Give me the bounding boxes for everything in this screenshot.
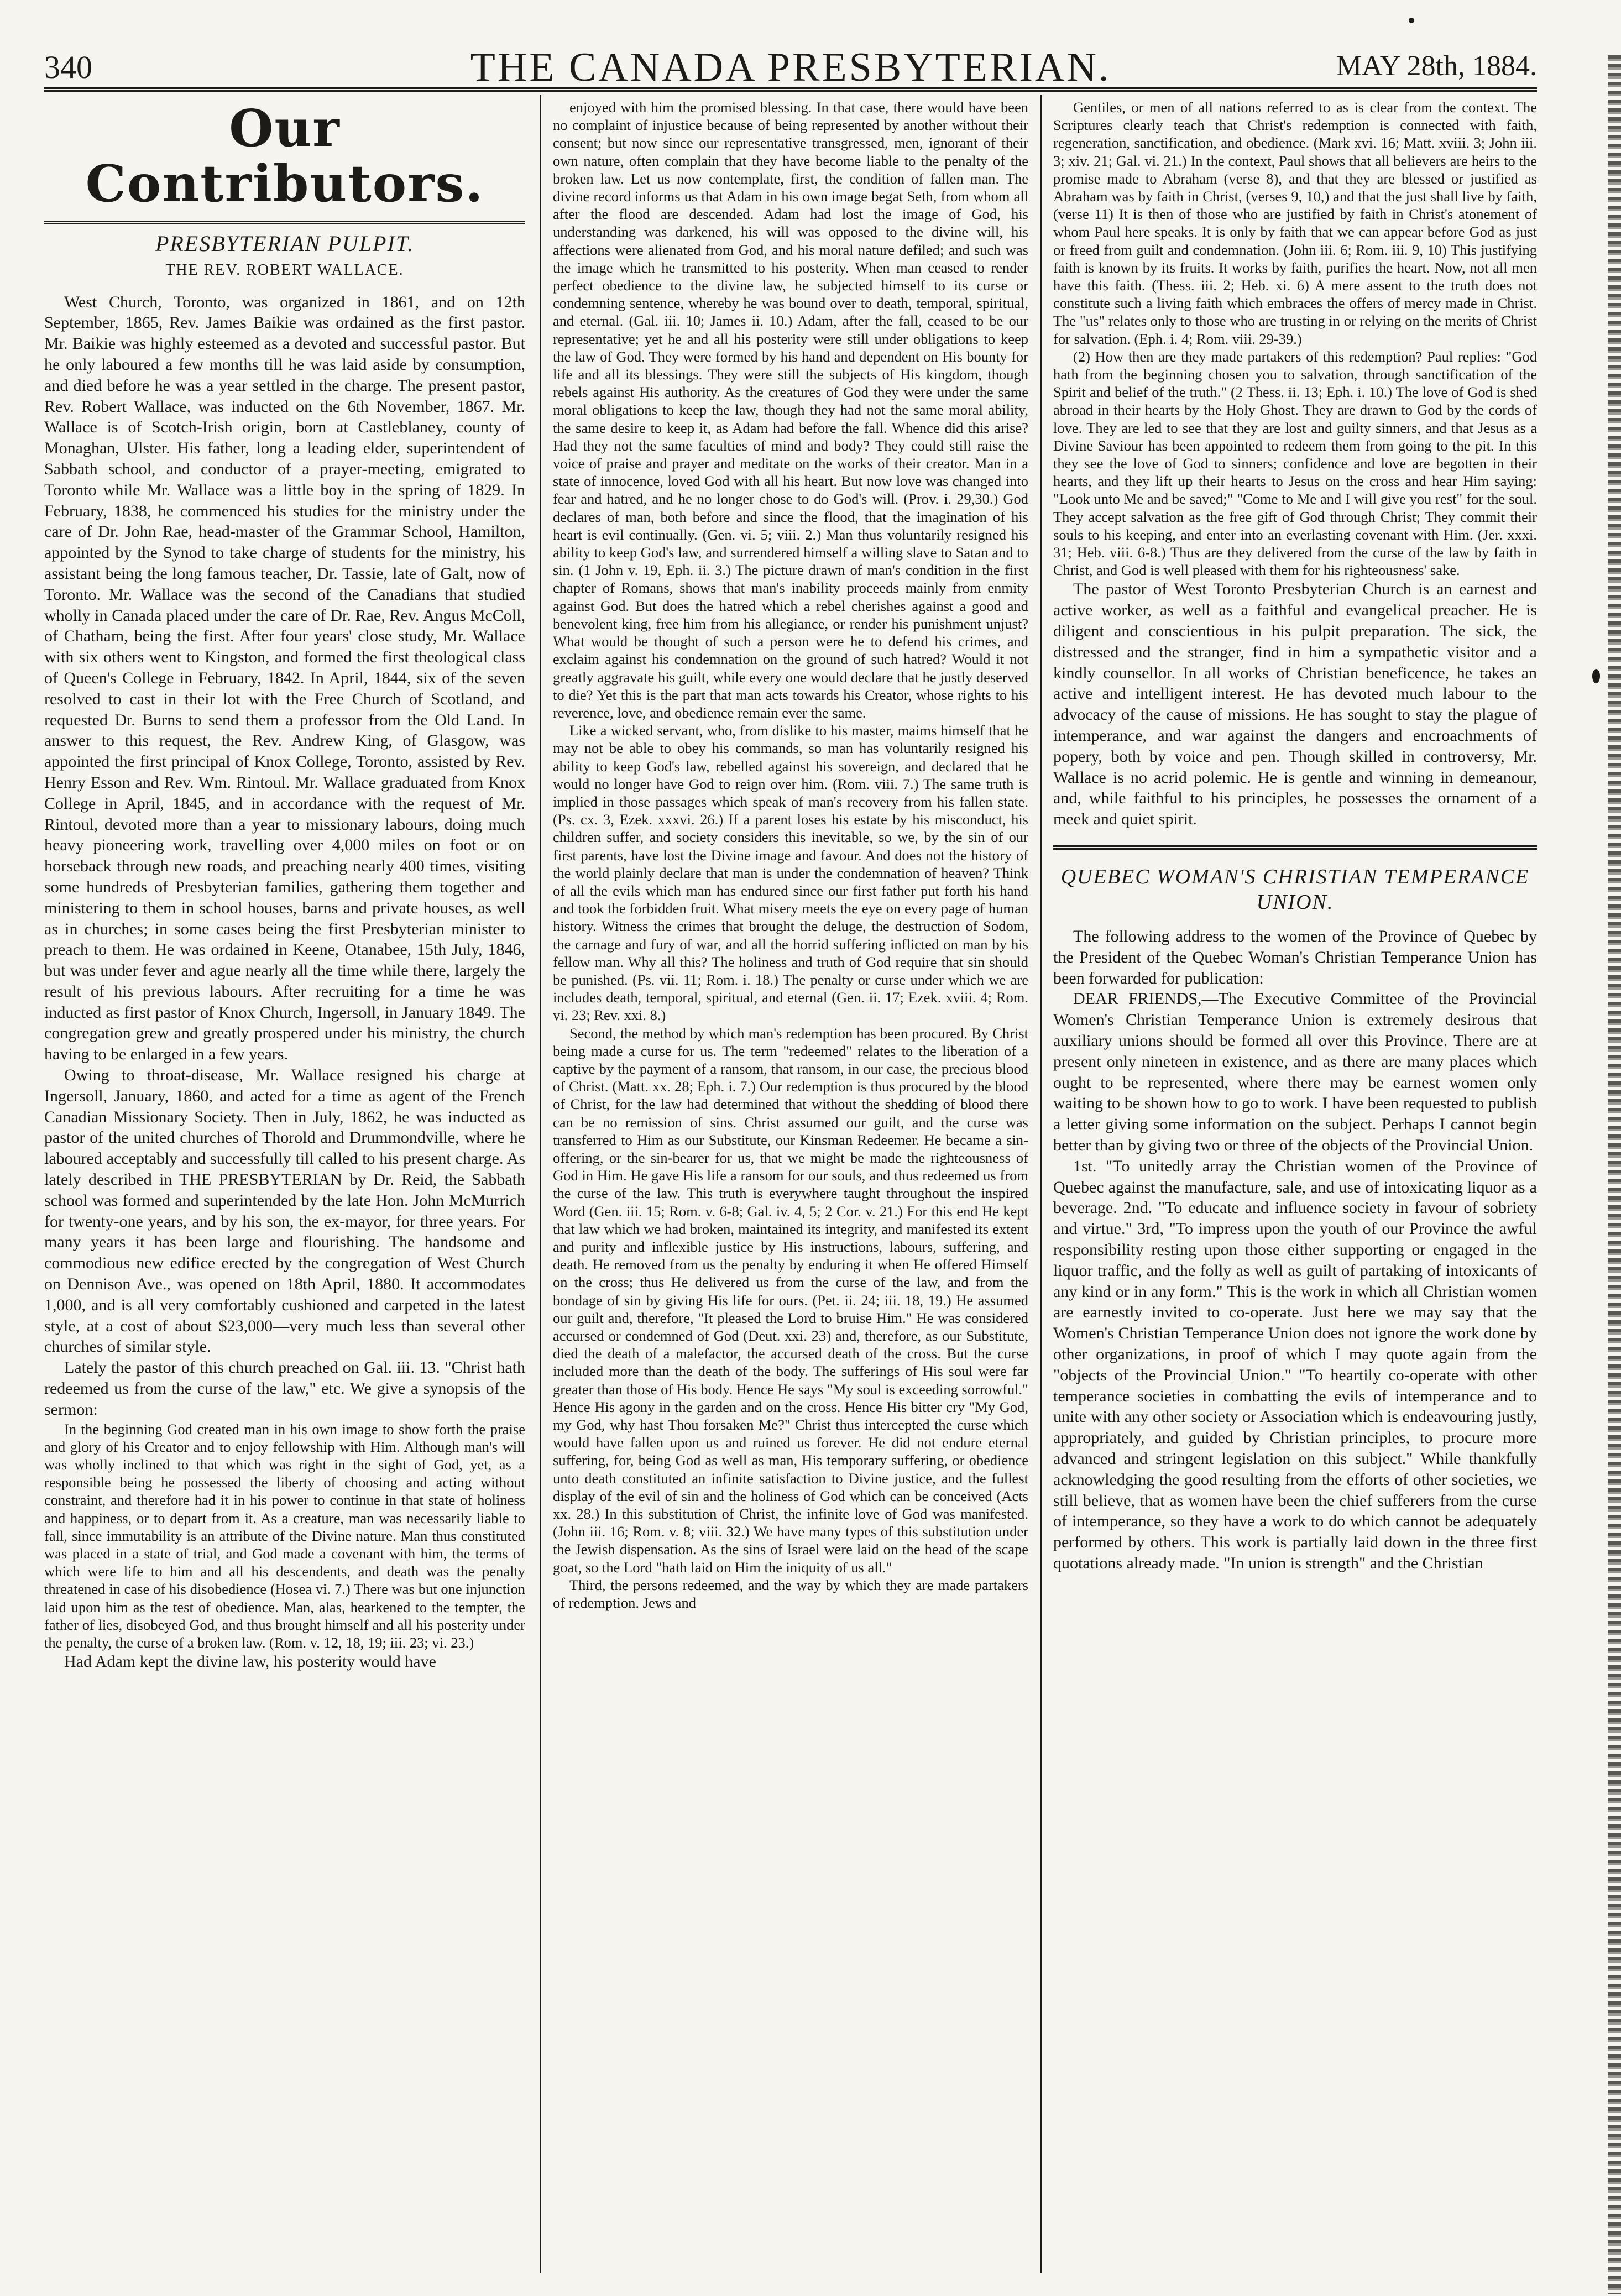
page-edge-binding — [1608, 55, 1621, 2294]
article-paragraph: DEAR FRIENDS,—The Executive Committee of the Provincial Women's Christian Temperance Union is extremely desirous that auxiliary unions should be formed all over this Province. There are at present only nineteen in existence, and as there are many places which ought to be represented, where there may be earnest women only waiting to be shown how to go to work. I have been requested to publish a letter giving some information on the subject. Perhaps I cannot begin better than by giving two or three of the objects of the Provincial Union. — [1053, 990, 1537, 1155]
article-paragraph: The pastor of West Toronto Presbyterian Church is an earnest and active worker, as well as a faithful and evangelical preacher. He is diligent and conscientious in his pulpit preparation. The sick, the distressed and the stranger, find in him a sympathetic visitor and a kindly counsellor. In all works of Christian beneficence, he takes an active and intelligent interest. He has devoted much labour to the advocacy of the cause of missions. He has sought to stay the plague of intemperance, and war against the dangers and encroachments of popery, both by voice and pen. Though skilled in controversy, Mr. Wallace is no acrid polemic. He is gentle and winning in demeanour, and, while faithful to his principles, he possesses the ornament of a meek and quiet spirit. — [1053, 580, 1537, 829]
page-header — [44, 34, 1537, 95]
column-1 — [44, 98, 525, 2271]
print-speck — [1409, 18, 1414, 23]
column-rule — [1040, 95, 1042, 2273]
article-title: PRESBYTERIAN PULPIT. — [155, 231, 415, 256]
article-paragraph: Second, the method by which man's redemption has been procured. By Christ being made a curse for us. The term "redeemed" relates to the liberation of a captive by the payment of a ransom, that ransom, in our case, the precious blood of Christ. (Matt. xx. 28; Eph. i. 7.) Our redemption is thus procured by the blood of Christ, for the law had determined that without the shedding of blood there can be no remission of sins. Christ assumed our guilt, and the curse was transferred to Him as our Substitute, our Kinsman Redeemer. He became a sin-offering, or the sin-bearer for us, that we might be made the righteousness of God in Him. He gave His life a ransom for our souls, and thus redeemed us from the curse of the law. This truth is everywhere taught throughout the inspired Word (Gen. iii. 15; Rom. v. 6-8; Gal. iv. 4, 5; 2 Cor. v. 21.) For this end He kept that law which we had broken, maintained its integrity, and manifested its extent and purity and inflexible justice by His instructions, labours, suffering, and death. He removed from us the penalty by enduring it when He offered Himself on the cross; thus He delivered us from the curse of the law, and from the bondage of sin by giving His life for ours. (Pet. ii. 24; iii. 18, 19.) He assumed our guilt and, therefore, "It pleased the Lord to bruise Him." He was considered accursed or condemned of God (Deut. xxi. 23) and, therefore, as our Substitute, died the death of a malefactor, the accursed death of the cross. But the curse included more than the death of the body. The sufferings of His soul were far greater than those of His body. Hence He says "My soul is exceeding sorrowful." Hence His agony in the garden and on the cross. Hence His bitter cry "My God, my God, why hast Thou forsaken Me?" Christ thus intercepted the curse which would have fallen upon us and ruined us forever. He did not endure eternal suffering, for, being God as well as man, His temporary suffering, or obedience unto death constituted an infinite satisfaction to Divine justice, and the fullest display of the evil of sin and the holiness of God which can be conceived (Acts xx. 28.) In this substitution of Christ, the infinite love of God was manifested. (John iii. 16; Rom. v. 8; viii. 32.) We have many types of this substitution under the Jewish dispensation. As the sins of Israel were laid on the head of the scape goat, so the Lord "hath laid on Him the iniquity of us all." — [553, 1024, 1028, 1576]
department-rule — [44, 221, 525, 224]
sermon-synopsis: In the beginning God created man in his own image to show forth the praise and glory of his Creator and to enjoy fellowship with Him. Although man's will was wholly inclined to that which was right in the sight of God, yet, as a responsible being he possessed the liberty of choosing and acting without constraint, and therefore had it in his power to continue in that state of holiness and happiness, or to depart from it. As a creature, man was necessarily liable to fall, since immutability is an attribute of the Divine nature. Man thus constituted was placed in a state of trial, and God made a covenant with him, the terms of which were life to him and all his descendents, and death was the penalty threatened in case of his disobedience (Hosea vi. 7.) There was but one injunction laid upon him as the test of obedience. Man, alas, hearkened to the tempter, the father of lies, disobeyed God, and thus brought himself and all his posterity under the penalty, the curse of a broken law. (Rom. v. 12, 18, 19; iii. 23; vi. 23.) — [44, 1420, 525, 1651]
column-3 — [1053, 98, 1537, 2271]
article-paragraph: Lately the pastor of this church preached on Gal. iii. 13. "Christ hath redeemed us from the curse of the law," etc. We give a synopsis of the sermon: — [44, 1358, 525, 1419]
article-paragraph: Like a wicked servant, who, from dislike to his master, maims himself that he may not be able to obey his commands, so man has voluntarily resigned his ability to keep God's law, rebelled against his sovereign, and declared that he would no longer have God to reign over him. (Rom. viii. 7.) The same truth is implied in those passages which speak of man's recovery from his fallen state. (Ps. cx. 3, Ezek. xxxvi. 26.) If a parent loses his estate by his misconduct, his children suffer, and society considers this inevitable, so we, by the sin of our first parents, have lost the Divine image and favour. And does not the history of the world plainly declare that man is under the condemnation of heaven? Think of all the evils which man has endured since our first father put forth his hand and took the forbidden fruit. What misery meets the eye on every page of human history. Witness the crimes that brought the deluge, the destruction of Sodom, the carnage and fury of war, and all the horrid suffering inflicted on man by his fellow man. Why all this? The holiness and truth of God require that sin should be punished. (Ps. vii. 11; Rom. i. 18.) The penalty or curse under which we are includes death, temporal, spiritual, and eternal (Gen. ii. 17; Ezek. xviii. 4; Rom. vi. 23; Rev. xxi. 8.) — [553, 722, 1028, 1024]
article-paragraph: Gentiles, or men of all nations referred to as is clear from the context. The Scriptures clearly teach that Christ's redemption is connected with faith, regeneration, sanctification, and obedience. (Mark xvi. 16; Matt. xviii. 3; John iii. 3; xiv. 21; Gal. vi. 21.) In the context, Paul shows that all believers are heirs to the promise made to Abraham (verse 8), and that they are blessed or justified as Abraham was by faith in Christ, (verses 9, 10,) and that the just shall live by faith, (verse 11) It is then of those who are justified by faith in Christ's atonement of whom Paul here speaks. It is only by faith that we can appear before God as just or freed from guilt and condemnation. (John iii. 6; Rom. iii. 9, 10) This justifying faith is known by its fruits. It works by faith, purifies the heart. Now, not all men have this faith. (Thess. iii. 2; Heb. xi. 6) A mere assent to the truth does not constitute such a living faith which embraces the offers of mercy made in Christ. The "us" relates only to those who are trusting in or relying on the merits of Christ for salvation. (Eph. i. 4; Rom. viii. 29-39.) — [1053, 99, 1537, 347]
page-number: 340 — [44, 49, 92, 85]
issue-date: MAY 28th, 1884. — [1336, 50, 1537, 82]
section-divider — [1053, 845, 1537, 850]
article-paragraph: 1st. "To unitedly array the Christian women of the Province of Quebec against the manufacture, sale, and use of intoxicating liquor as a beverage. 2nd. "To educate and influence society in favour of sobriety and virtue." 3rd, "To impress upon the youth of our Province the awful responsibility resting upon those either supporting or engaged in the liquor traffic, and the folly as well as guilt of partaking of intoxicants of any kind or in any form." This is the work in which all Christian women are earnestly invited to co-operate. Just here we may say that the Women's Christian Temperance Union does not ignore the work done by other organizations, in proof of which I may quote again from the "objects of the Provincial Union." "To heartily co-operate with other temperance societies in combatting the evils of intemperance and to unite with any other society or Association which is endeavouring justly, appropriately, and guided by Christian principles, to procure more advanced and stringent legislation on this subject." While thankfully acknowledging the good resulting from the efforts of other societies, we still believe, that as women have been the chief sufferers from the curse of intemperance, so they have a work to do which cannot be adequately performed by others. This work is partially laid down in the three first quotations already made. "In union is strength" and the Christian — [1053, 1157, 1537, 1572]
article-title: QUEBEC WOMAN'S CHRISTIAN TEMPERANCE UNION. — [1060, 865, 1530, 914]
article-paragraph: Third, the persons redeemed, and the way by which they are made partakers of redemption. Jews and — [553, 1576, 1028, 1612]
article-byline: THE REV. ROBERT WALLACE. — [165, 261, 404, 279]
masthead-title: THE CANADA PRESBYTERIAN. — [470, 45, 1111, 90]
header-rule — [44, 87, 1537, 92]
article-paragraph: West Church, Toronto, was organized in 1861, and on 12th September, 1865, Rev. James Baikie was ordained as the first pastor. Mr. Baikie was highly esteemed as a devoted and successful pastor. But he only laboured a few months till he was laid aside by consumption, and died before he was a year settled in the charge. The present pastor, Rev. Robert Wallace, was inducted on the 6th November, 1867. Mr. Wallace is of Scotch-Irish origin, born at Castleblaney, county of Monaghan, Ulster. His father, long a leading elder, superintendent of Sabbath school, and conductor of a prayer-meeting, emigrated to Toronto while Mr. Wallace was a little boy in the spring of 1829. In February, 1838, he commenced his studies for the ministry under the care of Dr. John Rae, head-master of the Grammar School, Hamilton, appointed by the Synod to take charge of students for the ministry, his assistant being the long famous teacher, Dr. Tassie, late of Galt, now of Toronto. Mr. Wallace was the second of the Canadians that studied wholly in Canada placed under the care of Dr. Rae, Rev. Angus McColl, of Chatham, being the first. After four years' close study, Mr. Wallace with six others went to Kingston, and formed the first theological class of Queen's College in February, 1842. In April, 1844, six of the seven resolved to cast in their lot with the Free Church of Scotland, and requested Dr. Burns to send them a professor from the Old Land. In answer to this request, the Rev. Andrew King, of Glasgow, was appointed the first principal of Knox College, Toronto, assisted by Rev. Henry Esson and Rev. Wm. Rintoul. Mr. Wallace graduated from Knox College in April, 1845, and in accordance with the request of Mr. Rintoul, devoted more than a year to missionary labours, doing much heavy pioneering work, travelling over 4,000 miles on foot or on horseback through new roads, and preaching nearly 400 times, visiting some hundreds of Presbyterian families, gathering them together and ministering to them in school houses, barns and private houses, as well as in churches; in some cases being the first Presbyterian minister to preach to them. He was ordained in Keene, Otanabee, 15th July, 1846, but was under fever and ague nearly all the time while there, largely the result of his previous labours. After recruiting for a time he was inducted as first pastor of Knox Church, Ingersoll, in January 1849. The congregation grew and greatly prospered under his ministry, the church having to be enlarged in a few years. — [44, 292, 525, 1064]
print-speck — [1592, 669, 1600, 683]
article-paragraph: The following address to the women of the Province of Quebec by the President of the Quebec Woman's Christian Temperance Union has been forwarded for publication: — [1053, 927, 1537, 987]
column-2 — [553, 98, 1028, 2271]
article-paragraph: Had Adam kept the divine law, his posterity would have — [64, 1652, 436, 1671]
article-paragraph: Owing to throat-disease, Mr. Wallace resigned his charge at Ingersoll, January, 1860, and acted for a time as agent of the French Canadian Missionary Society. Then in July, 1862, he was inducted as pastor of the united churches of Thorold and Drummondville, where he laboured acceptably and successfully till called to his present charge. As lately described in THE PRESBYTERIAN by Dr. Reid, the Sabbath school was formed and superintended by the late Hon. John McMurrich for twenty-one years, and by his son, the ex-mayor, for three years. For many years it has been large and flourishing. The handsome and commodious new edifice erected by the congregation of West Church on Dennison Ave., was opened on 18th April, 1880. It accommodates 1,000, and is all very comfortably cushioned and carpeted in the latest style, at a cost of about $23,000—very much less than several other churches of similar style. — [44, 1066, 525, 1356]
department-heading: Our Contributors. — [85, 98, 484, 213]
article-paragraph: (2) How then are they made partakers of this redemption? Paul replies: "God hath from the beginning chosen you to salvation, through sanctification of the Spirit and belief of the truth." (2 Thess. ii. 13; Eph. i. 10.) The love of God is shed abroad in their hearts by the Holy Ghost. They are drawn to God by the cords of love. They are led to see that they are lost and guilty sinners, and that Jesus as a Divine Saviour has been appointed to redeem them from going to the pit. In this they see the love of God to sinners; confidence and love are begotten in their hearts, and they lift up their hearts to Jesus on the cross and hear Him saying: "Look unto Me and be saved;" "Come to Me and I will give you rest" for the soul. They accept salvation as the free gift of God through Christ; They commit their souls to his keeping, and enter into an everlasting covenant with Him. (Jer. xxxi. 31; Heb. viii. 6-8.) Thus are they delivered from the curse of the law by faith in Christ, and God is well pleased with them for his righteousness' sake. — [1053, 348, 1537, 579]
article-paragraph: enjoyed with him the promised blessing. In that case, there would have been no complaint of injustice because of being represented by another without their consent; but now since our representative transgressed, men, ignorant of their own nature, often complain that they have become liable to the penalty of the broken law. Let us now contemplate, first, the condition of fallen man. The divine record informs us that Adam in his own image begat Seth, from whom all after the flood are descended. Adam had lost the image of God, his understanding was darkened, his will was opposed to the divine will, his affections were alienated from God, and his moral nature defiled; and such was the image which he transmitted to his posterity. When man ceased to render perfect obedience to the divine law, he subjected himself to its curse or condemning sentence, whereby he was bound over to death, temporal, spiritual, and eternal. (Gal. iii. 10; James ii. 10.) Adam, after the fall, ceased to be our representative; yet he and all his posterity were still under obligations to keep the law of God. They were formed by his hand and dependent on His bounty for life and all its blessings. They were still the subjects of His kingdom, though rebels against His authority. As the creatures of God they were under the same moral obligations to keep the law, though they had not the same moral ability, the same desire to keep it, as Adam had before the fall. Whence did this arise? Had they not the same faculties of mind and body? They could still raise the voice of praise and prayer and meditate on the works of their creator. Man in a state of innocence, loved God with all his heart. But now love was changed into fear and hatred, and he no longer chose to do God's will. (Prov. i. 29,30.) God declares of man, both before and since the flood, that the imagination of his heart is evil continually. (Gen. vi. 5; viii. 2.) Man thus voluntarily resigned his ability to keep God's law, and surrendered himself a willing slave to Satan and to sin. (1 John v. 19, Eph. ii. 3.) The picture drawn of man's condition in the first chapter of Romans, shows that man's inability proceeds mainly from enmity against God. But does the hatred which a rebel cherishes against a good and benevolent king, free him from his allegiance, or render his punishment unjust? What would be thought of such a person were he to defend his crimes, and exclaim against his condemnation on the ground of such hatred? Would it not greatly aggravate his guilt, while every one would declare that he justly deserved to die? Yet this is the part that man acts towards his Creator, whose rights to his reverence, love, and obedience remain ever the same. — [553, 99, 1028, 721]
column-rule — [540, 95, 541, 2273]
